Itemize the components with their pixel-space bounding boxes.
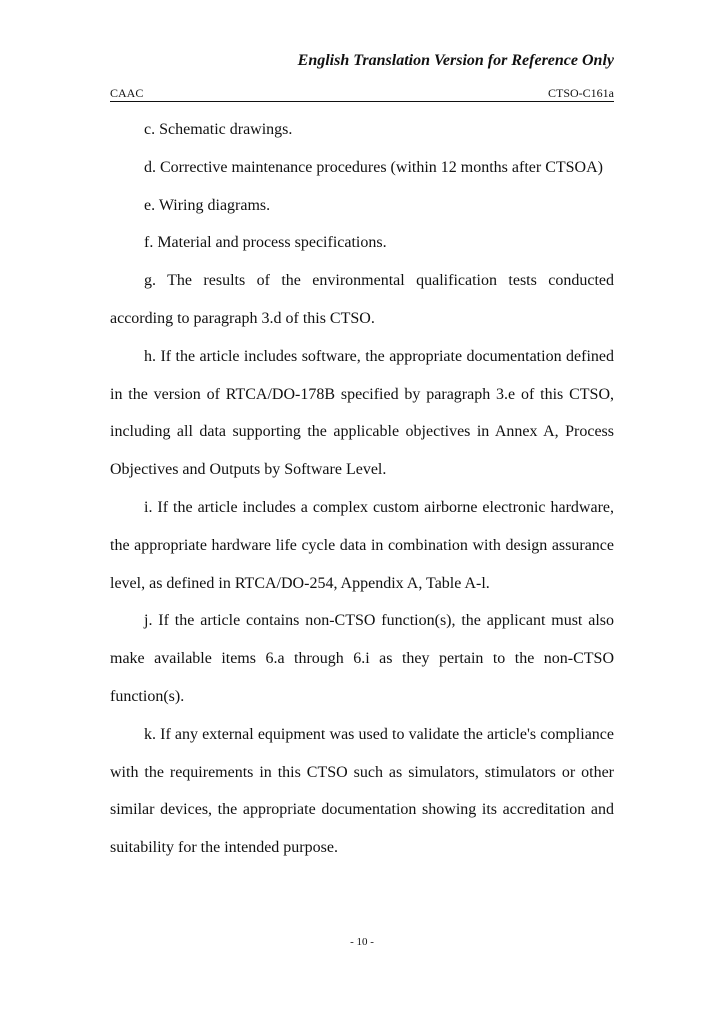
item-h: h. If the article includes software, the appropriate documentation defined in the version of RTCA/DO-178B specified by paragraph 3.e of this CTSO, including all data supporting the applicable objectives in Annex A, Process Objectives and Outputs by Software Level. xyxy=(110,347,614,479)
item-e: e. Wiring diagrams. xyxy=(144,196,271,214)
item-k: k. If any external equipment was used to validate the article's compliance with the requirements in this CTSO such as simulators, stimulators or other similar devices, the appropriate documentation showing its accreditation and suitability for the intended purpose. xyxy=(110,725,614,857)
page-number: - 10 - xyxy=(350,936,374,948)
item-j: j. If the article contains non-CTSO function(s), the applicant must also make available items 6.a through 6.i as they pertain to the non-CTSO function(s). xyxy=(110,612,614,705)
header-document-id: CTSO-C161a xyxy=(548,86,614,100)
item-d: d. Corrective maintenance procedures (within 12 months after CTSOA) xyxy=(144,158,603,176)
item-c: c. Schematic drawings. xyxy=(144,121,293,138)
item-g: g. The results of the environmental qualification tests conducted according to paragraph 3.d of this CTSO. xyxy=(110,272,614,327)
header-rule xyxy=(110,101,614,102)
header-issuer: CAAC xyxy=(110,86,144,100)
item-f: f. Material and process specifications. xyxy=(144,234,387,252)
translation-banner: English Translation Version for Reference Only xyxy=(297,52,614,69)
item-i: i. If the article includes a complex custom airborne electronic hardware, the appropriate hardware life cycle data in combination with design assurance level, as defined in RTCA/DO-254, Appendix A, Table A-l. xyxy=(110,498,614,592)
document-body xyxy=(110,111,614,867)
